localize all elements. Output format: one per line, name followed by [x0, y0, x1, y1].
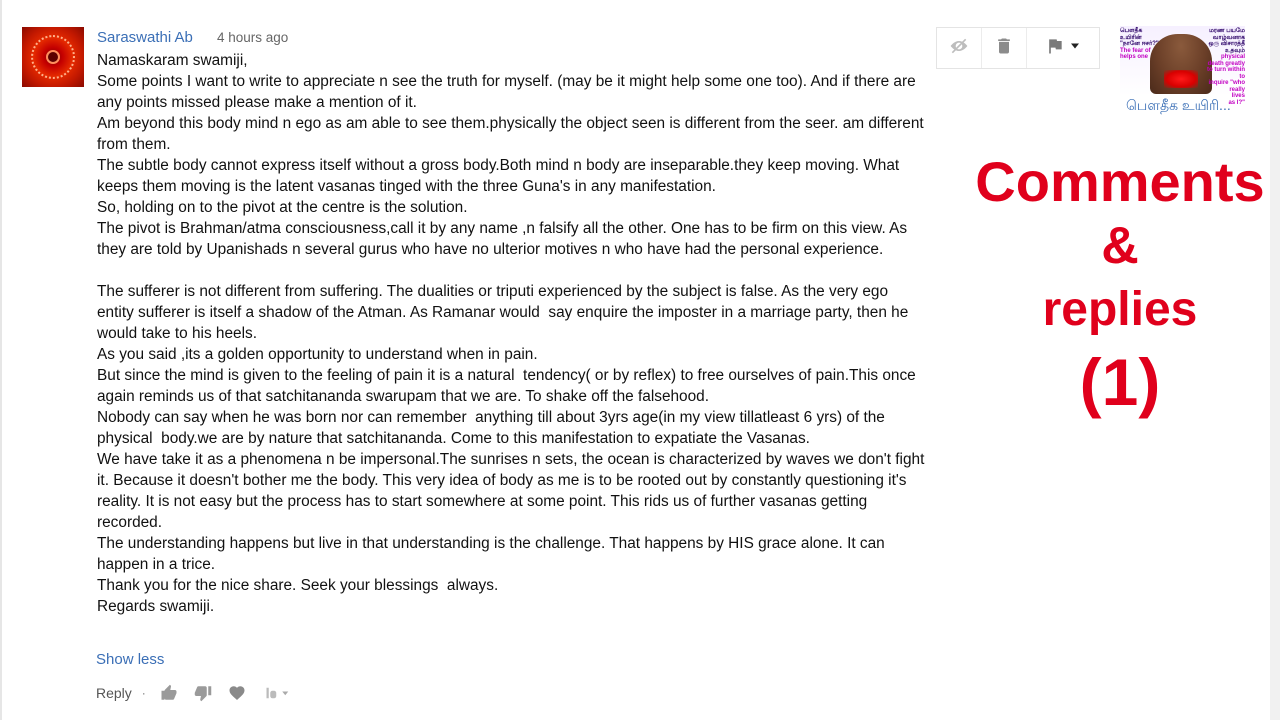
- comment-line: We have take it as a phenomena n be impersonal.The sunrises n sets, the ocean is characterized by waves we don't fight it. Because it doesn't bother me the body. This very idea of body as me is to be rooted out by constantly questioning it's reality. It is not easy but the process has to start somewhere at some point. This rids us of further vasanas getting recorded.: [97, 451, 929, 531]
- thumbnail-text-left: பௌதீக உயிரின் "நானே ஈசர்?" The fear of helps one: [1120, 28, 1159, 60]
- comment-actions: [96, 681, 306, 705]
- delete-button[interactable]: [982, 28, 1027, 68]
- thumbnail-text-right: மரண பயமே வாழ்வனாக ஒரு விசாரத்தீ உதவும் physical death greatly to turn within to inquire "who really lives as I?": [1207, 28, 1245, 106]
- avatar[interactable]: [22, 27, 84, 87]
- overlay-title: [960, 150, 1280, 422]
- comment-line: Namaskaram swamiji,: [97, 52, 248, 69]
- hide-button[interactable]: [937, 28, 982, 68]
- comment-line: Regards swamiji.: [97, 598, 215, 615]
- thumbnail-pain-highlight: [1164, 70, 1198, 88]
- avatar-core: [46, 50, 60, 64]
- comment-blank-line: [97, 260, 927, 281]
- comment-line: So, holding on to the pivot at the centre is the solution.: [97, 199, 468, 216]
- video-thumbnail[interactable]: [1120, 26, 1245, 106]
- left-edge: [0, 0, 2, 720]
- comment-timestamp[interactable]: 4 hours ago: [217, 30, 289, 45]
- comment-line: The sufferer is not different from suffering. The dualities or triputi experienced by the subject is false. As the very ego entity sufferer is itself a shadow of the Atman. As Ramanar would say enquire the imposter in a marriage party, then he would take to his heels.: [97, 283, 913, 342]
- comment-line: But since the mind is given to the feeling of pain it is a natural tendency( or by reflex) to free ourselves of pain.This once again reminds us of that satchitananda swarupam that we are. To shake off the falsehood.: [97, 367, 920, 405]
- overlay-line-count: (1): [1079, 345, 1161, 419]
- trash-icon: [994, 36, 1014, 61]
- flag-menu-button[interactable]: [1027, 28, 1099, 68]
- comment-author[interactable]: Saraswathi Ab: [97, 29, 193, 46]
- video-caption-link[interactable]: பௌதீக உயிரி...: [1126, 97, 1231, 113]
- separator-dot: ·: [141, 686, 146, 700]
- comment-toolbar: [936, 27, 1100, 69]
- show-less-link[interactable]: Show less: [96, 651, 165, 668]
- comment-line: Some points I want to write to appreciate n see the truth for myself. (may be it might help some one too). And if there are any points missed please make a mention of it.: [97, 73, 920, 111]
- comment-body: [97, 50, 927, 617]
- hide-eye-icon: [949, 36, 969, 61]
- thumbs-down-icon[interactable]: [192, 682, 214, 704]
- comment-line: The understanding happens but live in that understanding is the challenge. That happens by HIS grace alone. It can happen in a trice.: [97, 535, 890, 573]
- comment-line: Nobody can say when he was born nor can remember anything till about 3yrs age(in my view tillatleast 6 yrs) of the physical body.we are by nature that satchitananda. Come to this manifestation to expatiate the Vasanas.: [97, 409, 890, 447]
- reply-button[interactable]: Reply: [96, 685, 132, 701]
- thumbs-up-icon[interactable]: [158, 682, 180, 704]
- comment-line: As you said ,its a golden opportunity to understand when in pain.: [97, 346, 538, 363]
- comment-line: The pivot is Brahman/atma consciousness,call it by any name ,n falsify all the other. One has to be firm on this view. As they are told by Upanishads n several gurus who have no ulterior motives n who have had the personal experience.: [97, 220, 912, 258]
- heart-icon[interactable]: [226, 682, 248, 704]
- comment-line: Am beyond this body mind n ego as am able to see them.physically the object seen is different from the seer. am different from them.: [97, 115, 928, 153]
- flag-icon: [1045, 36, 1065, 61]
- comment-line: Thank you for the nice share. Seek your blessings always.: [97, 577, 499, 594]
- creator-heart-dropdown-icon[interactable]: [260, 682, 294, 704]
- overlay-line-comments: Comments: [975, 150, 1265, 213]
- comment-line: The subtle body cannot express itself without a gross body.Both mind n body are inseparable.they keep moving. What keeps them moving is the latent vasanas tinged with the three Guna's in any manifestation.: [97, 157, 904, 195]
- overlay-line-ampersand: &: [1101, 217, 1139, 275]
- overlay-line-replies: replies: [1042, 283, 1198, 336]
- dropdown-caret-icon: [1069, 39, 1081, 57]
